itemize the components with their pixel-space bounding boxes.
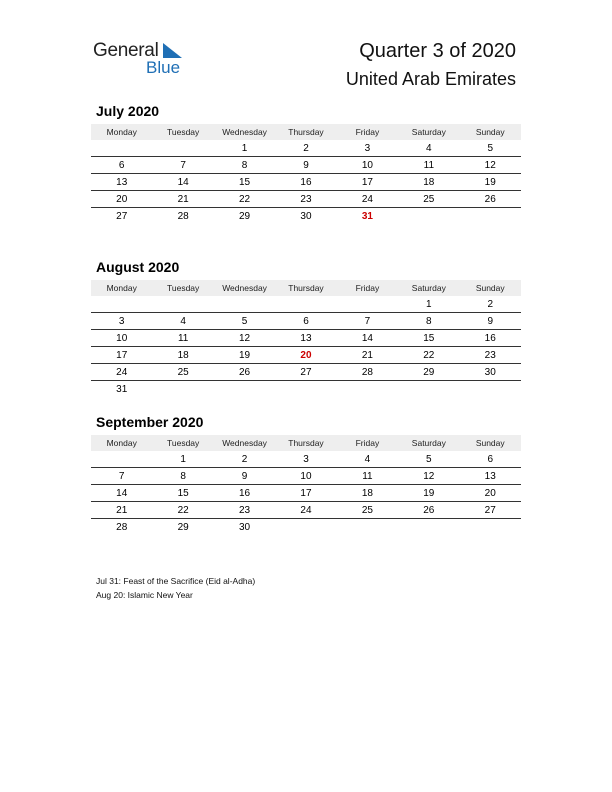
day-cell: 26 <box>238 366 251 378</box>
holiday-note: Jul 31: Feast of the Sacrifice (Eid al-Adha) <box>96 576 256 586</box>
day-cell: 8 <box>180 470 186 482</box>
logo-text-blue: Blue <box>146 58 181 77</box>
week-row <box>91 208 521 225</box>
weekday-label: Saturday <box>411 283 446 293</box>
day-cell: 5 <box>241 315 248 327</box>
weekday-label: Friday <box>355 283 380 293</box>
day-cell: 8 <box>241 159 248 171</box>
week-row <box>91 451 521 468</box>
day-cell: 23 <box>484 349 496 361</box>
day-cell: 19 <box>423 487 435 499</box>
day-cell: 4 <box>364 453 371 465</box>
day-cell: 21 <box>177 193 189 205</box>
day-cell: 17 <box>116 349 128 361</box>
week-row <box>91 485 521 502</box>
week-row <box>91 381 521 398</box>
weekday-header-row <box>91 124 521 140</box>
day-cell: 10 <box>361 159 373 171</box>
day-cell: 29 <box>177 522 189 533</box>
weekday-label: Wednesday <box>222 438 267 448</box>
day-cell: 22 <box>238 193 251 205</box>
day-cell: 18 <box>361 487 373 499</box>
day-cell: 8 <box>426 315 432 327</box>
weekday-label: Tuesday <box>166 283 200 293</box>
day-cell: 26 <box>423 504 435 516</box>
holiday-day-cell: 31 <box>361 211 373 222</box>
weekday-label: Monday <box>106 127 137 137</box>
day-cell: 15 <box>177 487 189 499</box>
day-cell: 14 <box>361 332 373 344</box>
day-cell: 9 <box>487 315 494 327</box>
page-title: Quarter 3 of 2020 <box>359 40 516 62</box>
week-row <box>91 364 521 381</box>
title-block <box>346 38 516 92</box>
day-cell: 18 <box>423 176 435 188</box>
day-cell: 9 <box>241 470 248 482</box>
day-cell: 20 <box>116 193 128 205</box>
weekday-label: Sunday <box>475 283 505 293</box>
day-cell: 21 <box>361 349 373 361</box>
weekday-label: Saturday <box>411 127 446 137</box>
logo-flag-icon <box>163 43 183 59</box>
day-cell: 29 <box>238 211 251 222</box>
weekday-label: Wednesday <box>222 283 267 293</box>
day-cell: 1 <box>180 453 186 465</box>
weekday-label: Friday <box>355 438 380 448</box>
day-cell: 11 <box>362 470 373 482</box>
month-title: August 2020 <box>96 259 180 275</box>
week-row <box>91 157 521 174</box>
day-cell: 5 <box>426 453 432 465</box>
day-cell: 14 <box>116 487 128 499</box>
day-cell: 15 <box>423 332 435 344</box>
day-cell: 25 <box>361 504 373 516</box>
day-cell: 24 <box>116 366 128 378</box>
day-cell: 10 <box>116 332 128 344</box>
day-cell: 18 <box>177 349 189 361</box>
weekday-label: Sunday <box>475 438 505 448</box>
day-cell: 17 <box>361 176 373 188</box>
day-cell: 6 <box>118 159 125 171</box>
week-row <box>91 313 521 330</box>
day-cell: 5 <box>487 142 494 154</box>
day-cell: 7 <box>118 470 125 482</box>
day-cell: 29 <box>423 366 435 378</box>
day-cell: 26 <box>484 193 496 205</box>
day-cell: 17 <box>300 487 312 499</box>
week-row <box>91 330 521 347</box>
month-title: July 2020 <box>96 103 160 119</box>
day-cell: 2 <box>303 142 309 154</box>
week-row <box>91 502 521 519</box>
day-cell: 9 <box>303 159 309 171</box>
weekday-label: Thursday <box>288 283 324 293</box>
day-cell: 3 <box>364 142 371 154</box>
day-cell: 13 <box>116 176 128 188</box>
day-cell: 24 <box>300 504 312 516</box>
logo-text-general: General <box>93 40 159 61</box>
day-cell: 15 <box>238 176 251 188</box>
day-cell: 3 <box>118 315 125 327</box>
day-cell: 19 <box>238 349 251 361</box>
week-row <box>91 296 521 313</box>
day-cell: 22 <box>177 504 189 516</box>
day-cell: 7 <box>364 315 371 327</box>
day-cell: 16 <box>300 176 312 188</box>
weekday-label: Saturday <box>411 438 446 448</box>
month-july <box>91 102 521 225</box>
day-cell: 11 <box>177 332 189 344</box>
day-cell: 2 <box>487 298 494 310</box>
day-cell: 30 <box>238 522 251 533</box>
week-row <box>91 468 521 485</box>
weekday-label: Sunday <box>475 127 505 137</box>
day-cell: 22 <box>423 349 435 361</box>
day-cell: 13 <box>300 332 312 344</box>
holiday-day-cell: 20 <box>300 349 312 361</box>
day-cell: 16 <box>484 332 496 344</box>
day-cell: 30 <box>300 211 312 222</box>
day-cell: 12 <box>484 159 496 171</box>
weekday-label: Tuesday <box>166 438 200 448</box>
day-cell: 24 <box>361 193 373 205</box>
weekday-header-row <box>91 435 521 451</box>
day-cell: 23 <box>300 193 312 205</box>
day-cell: 27 <box>116 211 128 222</box>
weekday-label: Wednesday <box>222 127 267 137</box>
day-cell: 16 <box>238 487 251 499</box>
month-september <box>91 413 521 536</box>
day-cell: 6 <box>303 315 309 327</box>
weekday-label: Tuesday <box>166 127 200 137</box>
day-cell: 31 <box>116 384 128 395</box>
day-cell: 2 <box>241 453 248 465</box>
week-row <box>91 347 521 364</box>
month-august <box>91 258 521 398</box>
day-cell: 25 <box>177 366 189 378</box>
generalblue-logo <box>93 40 193 80</box>
week-row <box>91 191 521 208</box>
day-cell: 7 <box>180 159 186 171</box>
day-cell: 12 <box>423 470 435 482</box>
week-row <box>91 519 521 536</box>
day-cell: 14 <box>177 176 189 188</box>
day-cell: 30 <box>484 366 496 378</box>
day-cell: 13 <box>484 470 496 482</box>
country-title: United Arab Emirates <box>345 69 516 89</box>
weekday-label: Friday <box>355 127 380 137</box>
weekday-label: Monday <box>106 438 137 448</box>
day-cell: 10 <box>300 470 312 482</box>
day-cell: 28 <box>177 211 189 222</box>
day-cell: 6 <box>487 453 494 465</box>
week-row <box>91 140 521 157</box>
day-cell: 19 <box>484 176 496 188</box>
weekday-label: Thursday <box>288 438 324 448</box>
day-cell: 20 <box>484 487 496 499</box>
day-cell: 4 <box>180 315 186 327</box>
day-cell: 25 <box>423 193 435 205</box>
day-cell: 27 <box>484 504 496 516</box>
week-row <box>91 174 521 191</box>
day-cell: 28 <box>361 366 373 378</box>
holiday-note: Aug 20: Islamic New Year <box>96 590 193 600</box>
day-cell: 4 <box>426 142 432 154</box>
day-cell: 3 <box>303 453 309 465</box>
day-cell: 21 <box>116 504 128 516</box>
weekday-header-row <box>91 280 521 296</box>
day-cell: 27 <box>300 366 312 378</box>
month-title: September 2020 <box>96 414 204 430</box>
day-cell: 1 <box>241 142 248 154</box>
day-cell: 11 <box>423 159 435 171</box>
day-cell: 23 <box>238 504 251 516</box>
weekday-label: Thursday <box>288 127 324 137</box>
day-cell: 12 <box>238 332 251 344</box>
holiday-notes <box>96 574 255 602</box>
weekday-label: Monday <box>106 283 137 293</box>
day-cell: 28 <box>116 522 128 533</box>
day-cell: 1 <box>426 298 432 310</box>
